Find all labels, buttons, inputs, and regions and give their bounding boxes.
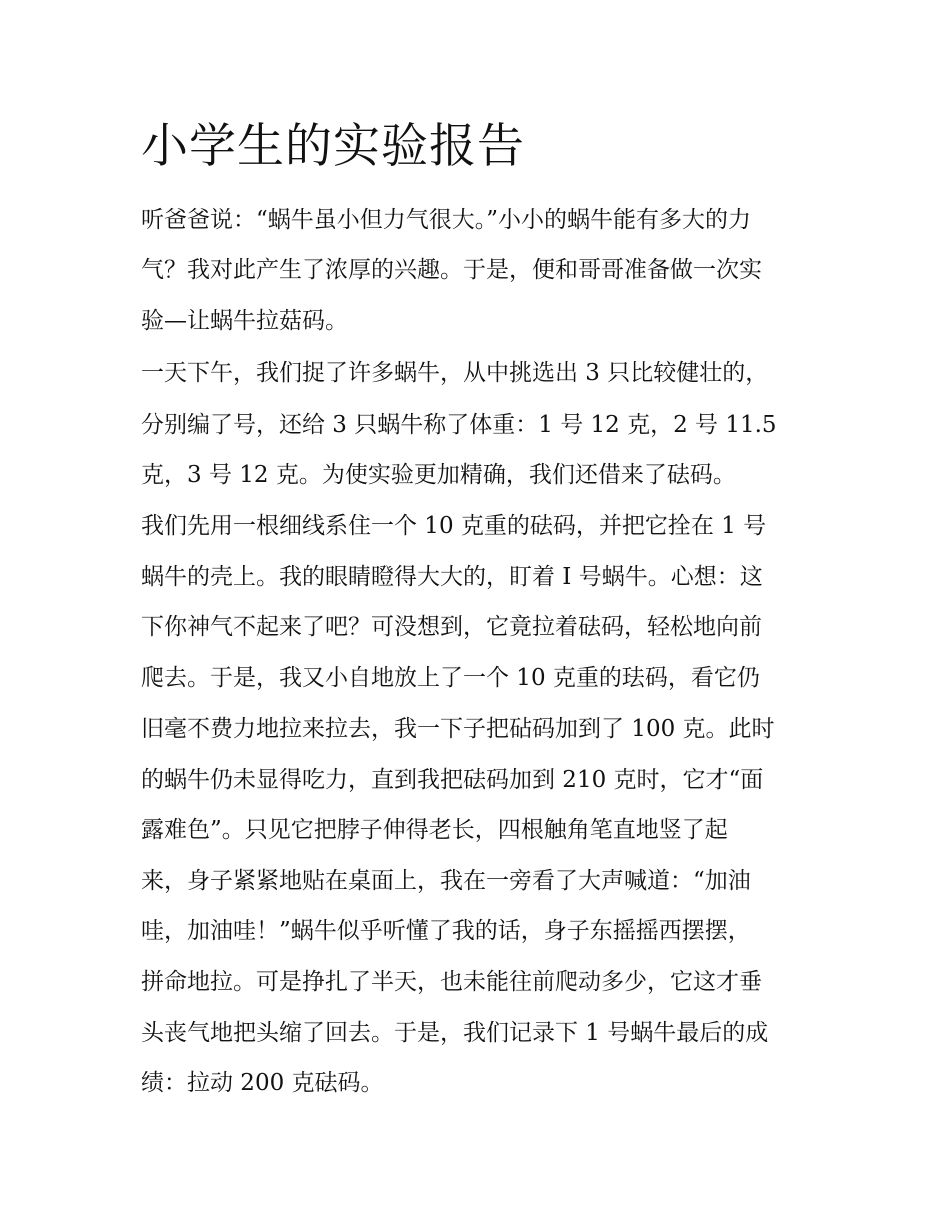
text-line: 头丧气地把头缩了回去。于是，我们记录下 1 号蜗牛最后的成 (141, 1020, 769, 1046)
text-line: 拼命地拉。可是挣扎了半天，也未能往前爬动多少，它这才垂 (141, 969, 762, 995)
text-line: 一天下午，我们捉了许多蜗牛，从中挑选出 3 只比较健壮的， (141, 360, 769, 386)
text-line: 爬去。于是，我又小自地放上了一个 10 克重的珐码，看它仍 (141, 665, 760, 691)
text-line: 来，身子紧紧地贴在桌面上，我在一旁看了大声喊道：“加油 (141, 868, 751, 894)
document-title: 小学生的实验报告 (141, 119, 525, 174)
text-line: 气？我对此产生了浓厚的兴趣。于是，便和哥哥准备做一次实 (141, 257, 762, 283)
text-line: 旧毫不费力地拉来拉去，我一下子把砧码加到了 100 克。此时 (141, 716, 775, 742)
text-line: 分别编了号，还给 3 只蜗牛称了体重：1 号 12 克，2 号 11.5 (141, 412, 777, 438)
text-line: 听爸爸说：“蜗牛虽小但力气很大。”小小的蜗牛能有多大的力 (141, 207, 752, 233)
text-line: 露难色”。只见它把脖子伸得老长，四根触角笔直地竖了起 (141, 817, 728, 843)
text-line: 克，3 号 12 克。为使实验更加精确，我们还借来了砝码。 (141, 462, 736, 488)
text-line: 的蜗牛仍未显得吃力，直到我把砝码加到 210 克时，它才“面 (141, 767, 764, 793)
text-line: 哇，加油哇！”蜗牛似乎听懂了我的话，身子东摇摇西摆摆， (141, 918, 751, 944)
text-line: 验—让蜗牛拉菇码。 (141, 308, 348, 334)
text-line: 绩：拉动 200 克砝码。 (141, 1070, 384, 1096)
text-line: 下你神气不起来了吧？可没想到，它竟拉着砝码，轻松地向前 (141, 614, 762, 640)
text-line: 我们先用一根细线系住一个 10 克重的砝码，并把它拴在 1 号 (141, 513, 767, 539)
text-line: 蜗牛的壳上。我的眼睛瞪得大大的，盯着 I 号蜗牛。心想：这 (141, 564, 763, 590)
